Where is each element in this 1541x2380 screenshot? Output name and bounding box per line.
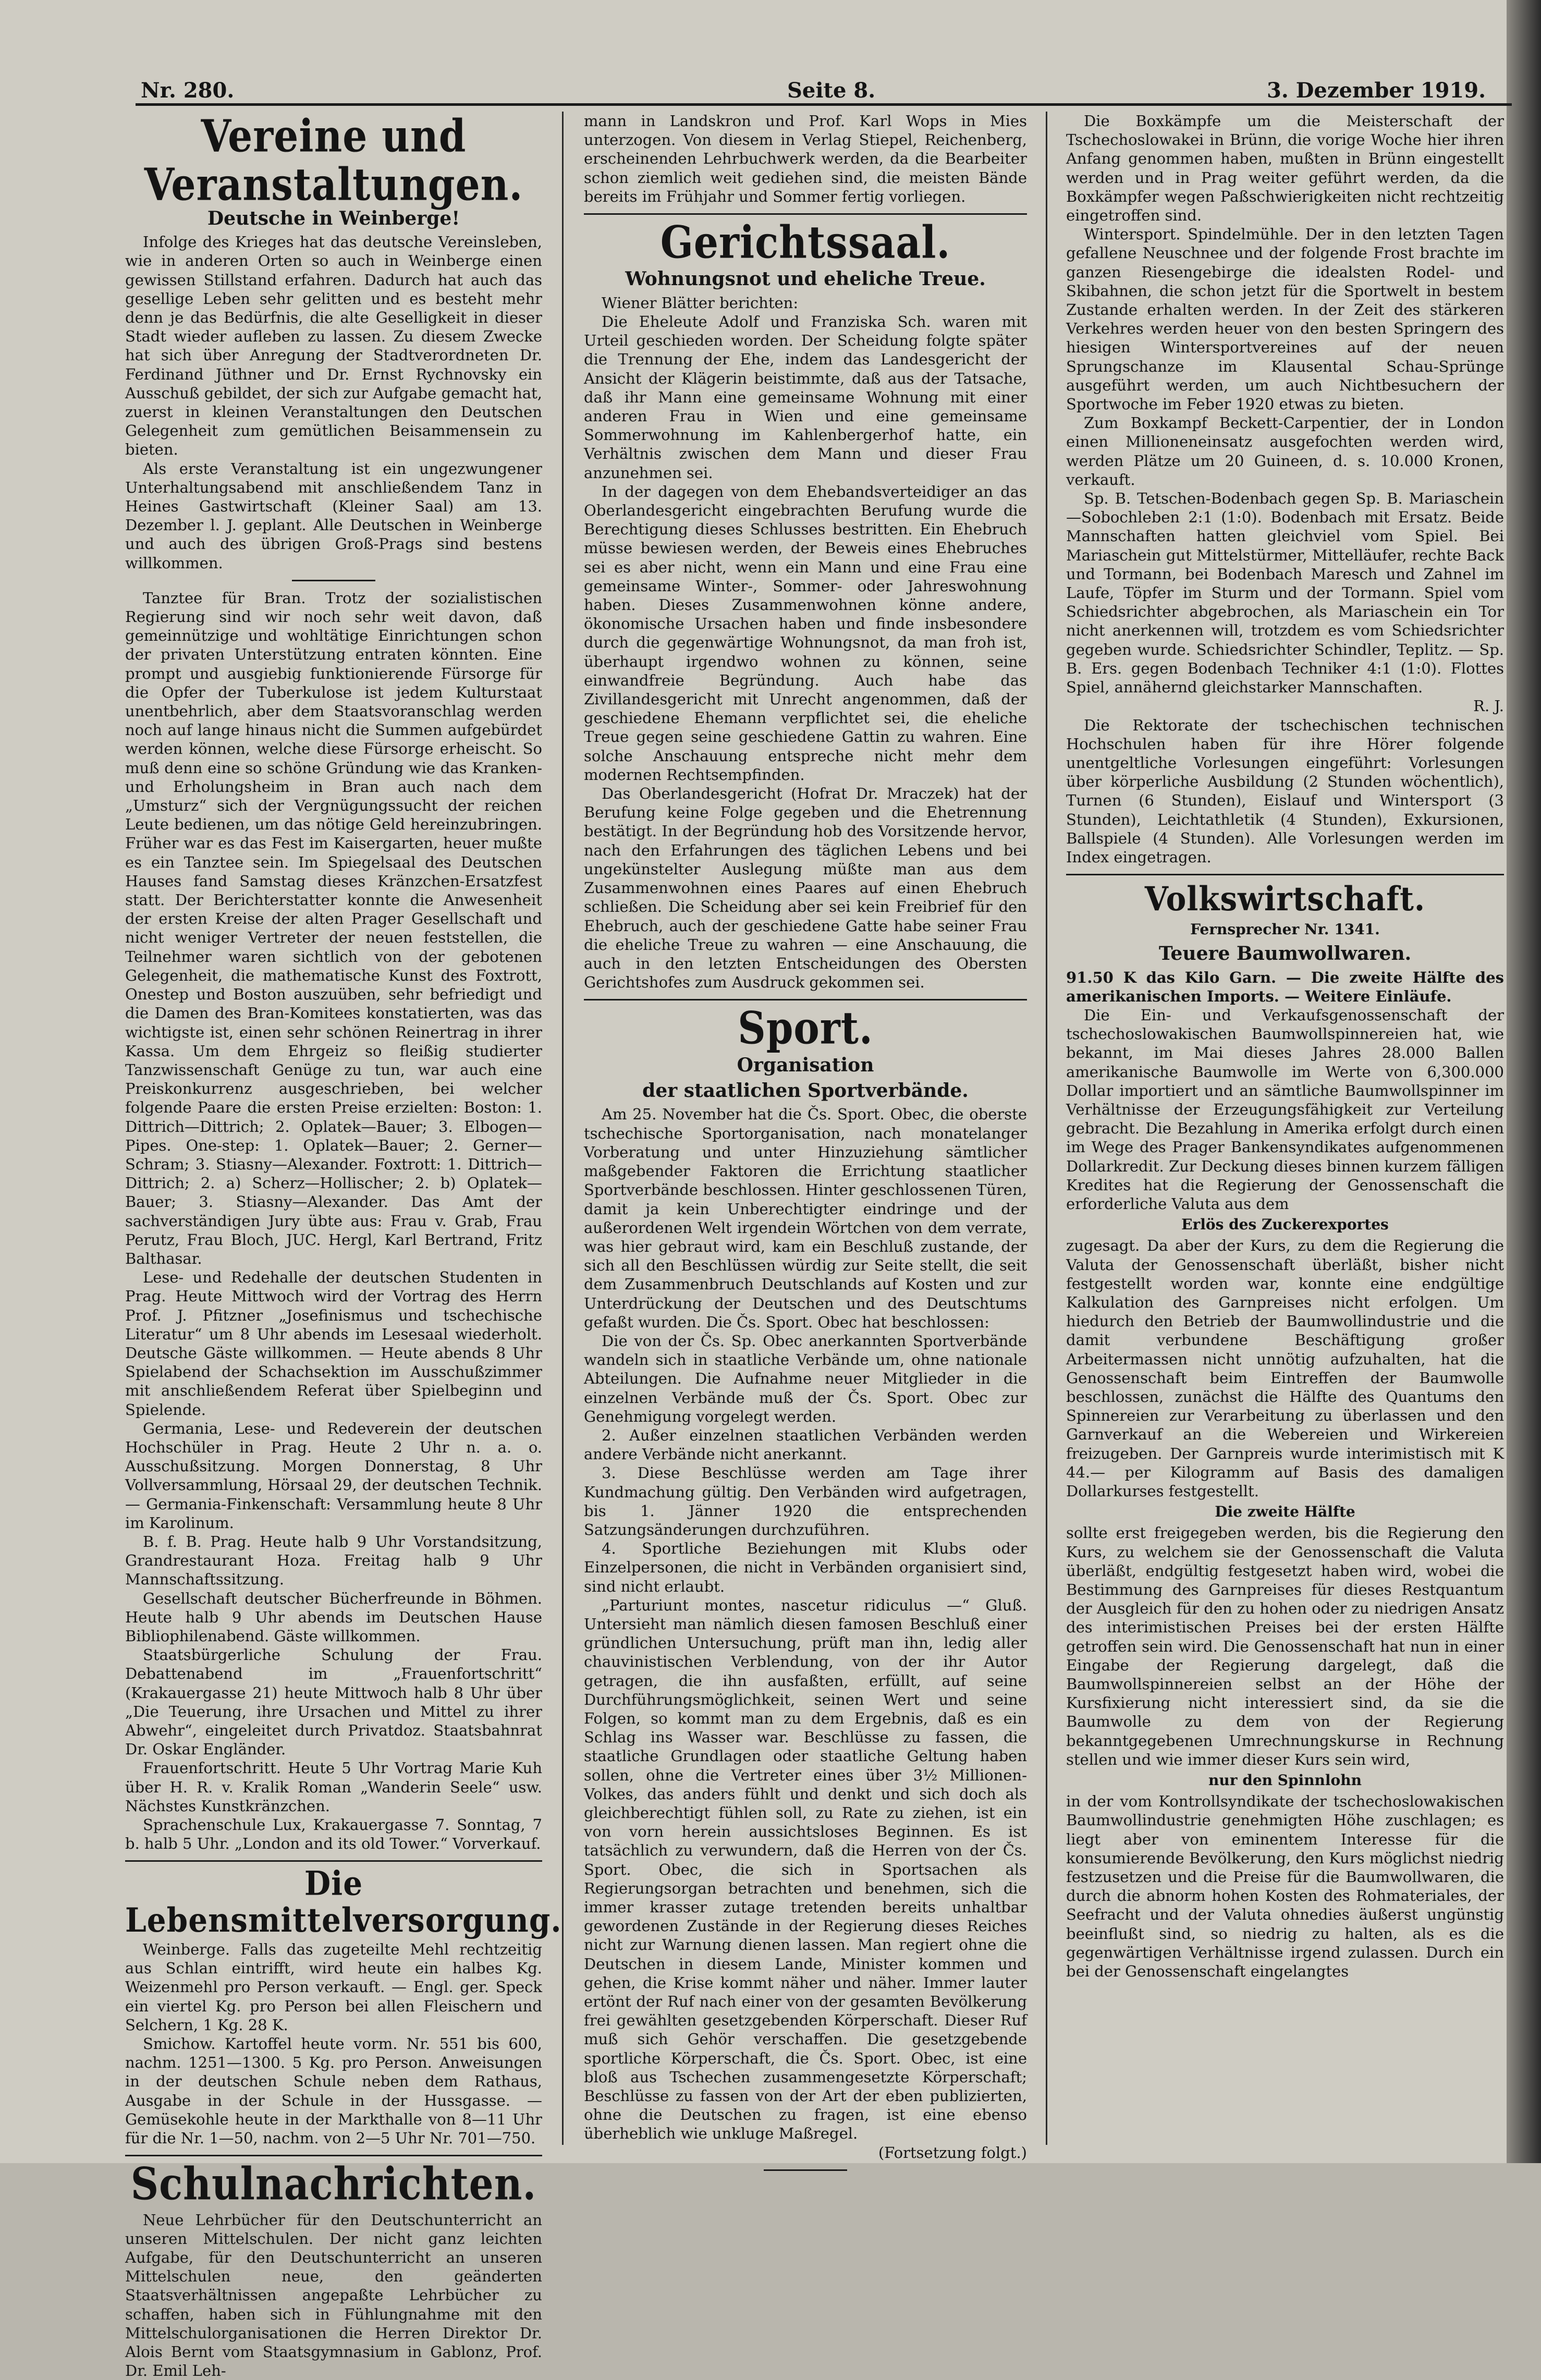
column-rule <box>562 112 564 2145</box>
paragraph: 3. Diese Beschlüsse werden am Tage ihrer Kundmachung gültig. Den Verbänden wird aufgetragen, bis 1. Jänner 1920 die entsprechenden Satzungsänderungen durchzuführen. <box>584 1464 1027 1539</box>
paragraph: 4. Sportliche Beziehungen mit Klubs oder Einzelpersonen, die nicht in Verbänden organisiert sind, sind nicht erlaubt. <box>584 1540 1027 1595</box>
paragraph: Das Oberlandesgericht (Hofrat Dr. Mraczek) hat der Berufung keine Folge gegeben und die Ehetrennung bestätigt. In der Begründung hob des Vorsitzende hervor, nach den Erfahrungen des täglichen Lebens und bei ungekünstelter Auslegung müßte man aus dem Zusammenwohnen eines Paares auf einen Ehebruch schließen. Die Scheidung aber sei kein Freibrief für den Ehebruch, auch der geschiedene Gatte habe seiner Frau die eheliche Treue zu wahren — eine Anschauung, die auch in den letzten Entscheidungen des Obersten Gerichtshofes zum Ausdruck gekommen sei. <box>584 785 1027 992</box>
issue-date: 3. Dezember 1919. <box>1267 78 1486 103</box>
paragraph: Sprachenschule Lux, Krakauergasse 7. Sonntag, 7 b. halb 5 Uhr. „London and its old Tower.“ Vorverkauf. <box>125 1816 542 1853</box>
paragraph: Germania, Lese- und Redeverein der deutschen Hochschüler in Prag. Heute 2 Uhr n. a. o. Ausschußsitzung. Morgen Donnerstag, 8 Uhr Vollversammlung, Hörsaal 29, der deutschen Technik. — Germania-Finkenschaft: Versammlung heute 8 Uhr im Karolinum. <box>125 1419 542 1532</box>
paragraph: Tanztee für Bran. Trotz der sozialistischen Regierung sind wir noch sehr weit davon, daß gemeinnützige und wohltätige Einrichtungen schon der privaten Unterstützung entraten könnten. Eine prompt und ausgiebig funktionierende Fürsorge für die Opfer der Tuberkulose ist jedem Kulturstaat unentbehrlich, aber dem Staatsvoranschlag werden noch auf lange hinaus nicht die Summen aufgebürdet werden können, welche diese Fürsorge erheischt. So muß denn eine so schöne Gründung wie das Kranken- und Erholungsheim in Bran auch nach dem „Umsturz“ sich der Vergnügungssucht der reichen Leute bedienen, um das nötige Geld hereinzubringen. Früher war es das Fest im Kaisergarten, heuer mußte es ein Tanztee sein. Im Spiegelsaal des Deutschen Hauses fand Samstag dieses Kränzchen-Ersatzfest statt. Der Berichterstatter konnte die Anwesenheit der ersten Kreise der alten Prager Gesellschaft und nicht weniger Vertreter der neuen feststellen, die Teilnehmer waren sichtlich von der gebotenen Gelegenheit, die mathematische Kunst des Foxtrott, Onestep und Boston auszuüben, sehr befriedigt und die Damen des Bran-Komitees konstatierten, was das wichtigste ist, einen sehr schönen Reinertrag in ihrer Kassa. Um dem Ehrgeiz so fleißig studierter Tanzwissenschaft Genüge zu tun, war auch eine Preiskonkurrenz ausgeschrieben, bei welcher folgende Paare die ersten Preise erzielten: Boston: 1. Dittrich—Dittrich; 2. Oplatek—Bauer; 3. Elbogen—Pipes. One-step: 1. Oplatek—Bauer; 2. Gerner—Schram; 3. Stiasny—Alexander. Foxtrott: 1. Dittrich—Dittrich; 2. a) Scherz—Hollischer; 2. b) Oplatek—Bauer; 3. Stiasny—Alexander. Das Amt der sachverständigen Jury übte aus: Frau v. Grab, Frau Perutz, Frau Bloch, JUC. Hergl, Karl Bertrand, Fritz Balthasar. <box>125 589 542 1267</box>
paragraph: Zum Boxkampf Beckett-Carpentier, der in London einen Millioneneinsatz ausgefochten werden wird, werden Plätze um 20 Guineen, d. s. 10.000 Kronen, verkauft. <box>1066 414 1504 489</box>
separator <box>584 999 1027 1000</box>
section-title-sport: Sport. <box>738 1003 873 1055</box>
separator <box>292 580 375 581</box>
paragraph: Sp. B. Tetschen-Bodenbach gegen Sp. B. Mariaschein—Sobochleben 2:1 (1:0). Bodenbach mit Ersatz. Beide Mannschaften hatten gleichviel vom Spiel. Bei Mariaschein gut Mittelstürmer, Mittelläufer, rechte Back und Tormann, bei Bodenbach Maresch und Zahnel im Laufe, Töpfer im Sturm und der Tormann. Spiel vom Schiedsrichter abgebrochen, als Mariaschein ein Tor nicht anerkennen will, trotzdem es vom Schiedsrichter gegeben wurde. Schiedsrichter Schindler, Teplitz. — Sp. B. Ers. gegen Bodenbach Techniker 4:1 (1:0). Flottes Spiel, annähernd gleichstarker Mannschaften. <box>1066 490 1504 697</box>
separator <box>125 1860 542 1862</box>
issue-number: Nr. 280. <box>141 78 235 103</box>
paragraph: 2. Außer einzelnen staatlichen Verbänden werden andere Verbände nicht anerkannt. <box>584 1426 1027 1463</box>
paragraph: Gesellschaft deutscher Bücherfreunde in Böhmen. Heute halb 9 Uhr abends im Deutschen Hause Bibliophilenabend. Gäste willkommen. <box>125 1589 542 1645</box>
separator <box>1066 874 1504 875</box>
author-initials: R. J. <box>1473 697 1504 715</box>
paragraph: in der vom Kontrollsyndikate der tschechoslowakischen Baumwollindustrie genehmigten Höhe zuschlagen; es liegt aber von eminentem Interesse für die konsumierende Bevölkerung, den Kurs möglichst niedrig festzusetzen und die Preise für die Baumwollwaren, die durch die abnorm hohen Kosten des Rohmateriales, der Seefracht und der Valuta ohnedies äußerst ungünstig beeinflußt sind, so niedrig zu halten, als es die gegenwärtigen Verhältnisse irgend zulassen. Durch ein bei der Genossenschaft eingelangtes <box>1066 1792 1504 1981</box>
paragraph: In der dagegen von dem Ehebandsverteidiger an das Oberlandesgericht eingebrachten Berufung wurde die Berechtigung dieses Schlusses bestritten. Ein Ehebruch müsse bewiesen werden, der Beweis eines Ehebruches sei es aber nicht, wenn ein Mann und eine Frau eine gemeinsame Winter-, Sommer- oder Jahreswohnung haben. Dieses Zusammenwohnen könne andere, ökonomische Ursachen haben und finde insbesondere durch die gegenwärtige Wohnungsnot, da man froh ist, überhaupt irgendwo wohnen zu können, seine einwandfreie Begründung. Auch habe das Zivillandesgericht mit Unrecht angenommen, daß der geschiedene Ehemann verpflichtet sei, die eheliche Treue gegen seine geschiedene Gattin zu wahren. Eine solche Anschauung entspreche nicht mehr dem modernen Rechtsempfinden. <box>584 482 1027 784</box>
section-title-volkswirtschaft: Volkswirtschaft. <box>1144 879 1426 919</box>
section-title-schulnachrichten: Schulnachrichten. <box>130 2158 537 2211</box>
page-number: Seite 8. <box>787 78 876 103</box>
article-headline: Teuere Baumwollwaren. <box>1158 943 1412 965</box>
paragraph: „Parturiunt montes, nascetur ridiculus —“ Gluß. Untersieht man nämlich diesen famosen Beschluß einer gründlichen Untersuchung, prüft man ihn, ledig aller chauvinistischen Verblendung, von der ihr Autor getragen, die ihn ausfaßten, erfüllt, auf seine Durchführungsmöglichkeit, seinen Wert und seine Folgen, so kommt man zu dem Ergebnis, daß es ein Schlag ins Wasser war. Beschlüsse zu fassen, die staatliche Grundlagen oder staatliche Geltung haben sollen, ohne die Vertreter eines über 3½ Millionen-Volkes, das anders fühlt und denkt und sich doch als gleichberechtigt fühlen soll, zu Rate zu ziehen, ist ein von vorn herein aussichtsloses Beginnen. Es ist tatsächlich zu verwundern, daß die Herren von der Čs. Sport. Obec, die sich in Sportsachen als Regierungsorgan betrachten und benehmen, sich die immer krasser zutage tretenden bereits unhaltbar gewordenen Zustände in der Regierung dieses Reiches nicht zur Warnung dienen lassen. Man regiert ohne die Deutschen in diesem Lande, Minister kommen und gehen, die Krise kommt näher und näher. Immer lauter ertönt der Ruf nach einer von der gesamten Bevölkerung frei gewählten gesetzgebenden Körperschaft. Dieser Ruf muß sich Gehör verschaffen. Die gesetzgebende sportliche Körperschaft, die Čs. Sport. Obec, ist eine bloß aus Tschechen zusammengesetzte Körperschaft; Beschlüsse zu fassen von der Art der eben publizierten, ohne die Deutschen zu fragen, ist eine ebenso überheblich wie unkluge Maßregel. <box>584 1596 1027 2143</box>
paragraph: Smichow. Kartoffel heute vorm. Nr. 551 bis 600, nachm. 1251—1300. 5 Kg. pro Person. Anweisungen in der deutschen Schule neben dem Rathaus, Ausgabe in der Schule in der Hussgasse. — Gemüsekohle heute in der Markthalle von 8—11 Uhr für die Nr. 1—50, nachm. von 2—5 Uhr Nr. 701—750. <box>125 2035 542 2147</box>
paragraph: Wiener Blätter berichten: <box>602 294 799 312</box>
article-headline: der staatlichen Sportverbände. <box>642 1080 969 1102</box>
column-3 <box>1066 112 1504 2150</box>
paragraph: Am 25. November hat die Čs. Sport. Obec, die oberste tschechische Sportorganisation, nach monatelanger Vorberatung und unter Hinzuziehung sämtlicher maßgebender Faktoren die Errichtung staatlicher Sportverbände beschlossen. Hinter geschlossenen Türen, damit ja kein Unberechtigter eindringe und der außerordenen Welt irgendein Wörtchen von dem verrate, was hier gebraut wird, kam ein Beschluß zustande, der sich all den Beschlüssen würdig zur Seite stellt, die seit dem Zusammenbruch Deutschlands auf Kosten und zur Unterdrückung der Deutschen und des Deutschtums gefaßt wurden. Die Čs. Sport. Obec hat beschlossen: <box>584 1105 1027 1331</box>
article-headline: Organisation <box>737 1054 874 1076</box>
section-title-vereine: Vereine und Veranstaltungen. <box>144 111 523 211</box>
continuation-note: (Fortsetzung folgt.) <box>878 2143 1027 2162</box>
article-headline: Deutsche in Weinberge! <box>207 207 460 229</box>
phone-number: Fernsprecher Nr. 1341. <box>1190 920 1380 938</box>
paragraph: Lese- und Redehalle der deutschen Studenten in Prag. Heute Mittwoch wird der Vortrag des Herrn Prof. J. Pfitzner „Josefinismus und tschechische Literatur“ um 8 Uhr abends im Lesesaal wiederholt. Deutsche Gäste willkommen. — Heute abends 8 Uhr Spielabend der Schachsektion im Ausschußzimmer mit anschließendem Referat über Spielbeginn und Spielende. <box>125 1268 542 1419</box>
subheading: nur den Spinnlohn <box>1208 1772 1362 1789</box>
subheading: Die zweite Hälfte <box>1215 1503 1355 1521</box>
paragraph: Die Boxkämpfe um die Meisterschaft der Tschechoslowakei in Brünn, die vorige Woche hier ihren Anfang genommen haben, mußten in Brünn eingestellt werden und in Prag weiter geführt werden, da die Boxkämpfer wegen Paßschwierigkeiten nicht rechtzeitig eingetroffen sind. <box>1066 112 1504 225</box>
column-1 <box>125 111 562 2380</box>
page-edge-shadow <box>1507 0 1541 2163</box>
paragraph: B. f. B. Prag. Heute halb 9 Uhr Vorstandsitzung, Grandrestaurant Hoza. Freitag halb 9 Uhr Mannschaftssitzung. <box>125 1532 542 1589</box>
paragraph: Die Ein- und Verkaufsgenossenschaft der tschechoslowakischen Baumwollspinnereien hat, wie bekannt, im Mai dieses Jahres 28.000 Ballen amerikanische Baumwolle im Werte von 6,300.000 Dollar importiert und an sämtliche Baumwollspinner im Verhältnisse der Erzeugungsfähigkeit zur Verteilung gebracht. Die Bezahlung in Amerika erfolgt durch einen im Wege des Prager Bankensyndikates aufgenommenen Dollarkredit. Zur Deckung dieses binnen kurzem fälligen Kredites hat die Regierung der Genossenschaft die erforderliche Valuta aus dem <box>1066 1006 1504 1213</box>
paragraph: sollte erst freigegeben werden, bis die Regierung den Kurs, zu welchem sie der Genossenschaft die Valuta überläßt, endgültig festgesetzt haben wird, wobei die Bestimmung des Garnpreises für dieses Restquantum der Ausgleich für den zu hohen oder zu niedrigen Ansatz des interimistischen Preises bei der ersten Hälfte getroffen sein wird. Die Genossenschaft hat nun in einer Eingabe der Regierung dargelegt, daß die Baumwollspinnereien selbst an der Höhe der Kursfixierung nicht interessiert sind, da sie die Baumwolle zu dem von der Regierung bekanntgegebenen Umrechnungskurse in Rechnung stellen und wie immer dieser Kurs sein wird, <box>1066 1524 1504 1768</box>
section-title-gerichtssaal: Gerichtssaal. <box>660 217 951 269</box>
column-2 <box>584 112 1027 2162</box>
section-title-lebensmittel: Die Lebensmittelversorgung. <box>125 1864 562 1940</box>
paragraph: Infolge des Krieges hat das deutsche Vereinsleben, wie in anderen Orten so auch in Weinberge einen gewissen Stillstand erfahren. Dadurch hat auch das gesellige Leben sehr gelitten und es besteht mehr denn je das Bedürfnis, die alte Geselligkeit in dieser Stadt wieder aufleben zu lassen. Zu diesem Zwecke hat sich über Anregung der Stadtverordneten Dr. Ferdinand Jüthner und Dr. Ernst Rychnovsky ein Ausschuß gebildet, der sich zur Aufgabe gemacht hat, zuerst in kleinen Veranstaltungen den Deutschen Gelegenheit zum gemütlichen Beisammensein zu bieten. <box>125 233 542 459</box>
article-headline: Wohnungsnot und eheliche Treue. <box>625 268 986 290</box>
header-rule <box>136 103 1512 106</box>
article-lead: 91.50 K das Kilo Garn. — Die zweite Hälfte des amerikanischen Imports. — Weitere Einläufe. <box>1066 968 1504 1005</box>
paragraph: Als erste Veranstaltung ist ein ungezwungener Unterhaltungsabend mit anschließendem Tanz in Heines Gastwirtschaft (Kleiner Saal) am 13. Dezember l. J. geplant. Alle Deutschen in Weinberge und auch des übrigen Groß-Prags sind bestens willkommen. <box>125 459 542 572</box>
paragraph: mann in Landskron und Prof. Karl Wops in Mies unterzogen. Von diesem in Verlag Stiepel, Reichenberg, erscheinenden Lehrbuchwerk werden, da die Bearbeiter schon ziemlich weit gediehen sind, die meisten Bände bereits im Frühjahr und Sommer fertig vorliegen. <box>584 112 1027 205</box>
paragraph: Die Rektorate der tschechischen technischen Hochschulen haben für ihre Hörer folgende unentgeltliche Vorlesungen eingeführt: Vorlesungen über körperliche Ausbildung (2 Stunden wöchentlich), Turnen (6 Stunden), Eislauf und Wintersport (3 Stunden), Leichtathletik (4 Stunden), Exkursionen, Ballspiele (4 Stunden). Alle Vorlesungen werden im Index eingetragen. <box>1066 716 1504 866</box>
paragraph: Weinberge. Falls das zugeteilte Mehl rechtzeitig aus Schlan eintrifft, wird heute ein halbes Kg. Weizenmehl pro Person verkauft. — Engl. ger. Speck ein viertel Kg. pro Person bei allen Fleischern und Selchern, 1 Kg. 28 K. <box>125 1940 542 2034</box>
separator <box>584 213 1027 215</box>
page-header <box>141 78 1507 101</box>
column-rule <box>1046 112 1047 2145</box>
paragraph: Neue Lehrbücher für den Deutschunterricht an unseren Mittelschulen. Der nicht ganz leichten Aufgabe, für den Deutschunterricht an unseren Mittelschulen neue, den geänderten Staatsverhältnissen angepaßte Lehrbücher zu schaffen, haben sich in Fühlungnahme mit den Mittelschulorganisationen die Herren Direktor Dr. Alois Bernt vom Staatsgymnasium in Gablonz, Prof. Dr. Emil Leh- <box>125 2211 542 2380</box>
separator <box>125 2155 542 2156</box>
paragraph: Die von der Čs. Sp. Obec anerkannten Sportverbände wandeln sich in staatliche Verbände um, ohne nationale Abteilungen. Die Aufnahme neuer Mitglieder in die einzelnen Verbände muß der Čs. Sport. Obec zur Genehmigung vorgelegt werden. <box>584 1332 1027 1425</box>
subheading: Erlös des Zuckerexportes <box>1181 1216 1389 1234</box>
paragraph: Staatsbürgerliche Schulung der Frau. Debattenabend im „Frauenfortschritt“ (Krakauergasse 21) heute Mittwoch halb 8 Uhr über „Die Teuerung, ihre Ursachen und Mittel zu ihrer Abwehr“, eingeleitet durch Privatdoz. Staatsbahnrat Dr. Oskar Engländer. <box>125 1646 542 1759</box>
separator <box>764 2169 847 2171</box>
paragraph: zugesagt. Da aber der Kurs, zu dem die Regierung die Valuta der Genossenschaft überläßt, bisher nicht festgestellt worden war, konnte eine endgültige Kalkulation des Garnpreises nicht erfolgen. Um hiedurch den Betrieb der Baumwollindustrie und die damit verbundene Beschäftigung großer Arbeitermassen nicht unnötig aufzuhalten, hat die Genossenschaft beim Eintreffen der Baumwolle beschlossen, zunächst die Hälfte des Quantums den Spinnereien zur Verarbeitung zu überlassen und den Garnverkauf an die Webereien und Wirkereien freizugeben. Der Garnpreis wurde interimistisch mit K 44.— per Kilogramm auf Basis des damaligen Dollarkurses festgestellt. <box>1066 1237 1504 1500</box>
paragraph: Wintersport. Spindelmühle. Der in den letzten Tagen gefallene Neuschnee und der folgende Frost brachte im ganzen Riesengebirge die idealsten Rodel- und Skibahnen, die schon jetzt für die Sportwelt in bestem Zustande erhalten werden. In der Zeit des stärkeren Verkehres werden heuer von den besten Springern des hiesigen Wintersportvereines auf der neuen Sprungschanze im Klausental Schau-Sprünge ausgeführt werden, um auch Nichtbesuchern der Sportwoche im Feber 1920 etwas zu bieten. <box>1066 225 1504 413</box>
paragraph: Frauenfortschritt. Heute 5 Uhr Vortrag Marie Kuh über H. R. v. Kralik Roman „Wanderin Seele“ usw. Nächstes Kunstkränzchen. <box>125 1759 542 1815</box>
paragraph: Die Eheleute Adolf und Franziska Sch. waren mit Urteil geschieden worden. Der Scheidung folgte später die Trennung der Ehe, indem das Landesgericht der Ansicht der Klägerin beistimmte, daß aus der Tatsache, daß ihr Mann eine gemeinsame Wohnung mit einer anderen Frau in Wien und eine gemeinsame Sommerwohnung im Kahlenbergerhof hatte, ein Verhältnis zwischen dem Mann und dieser Frau anzunehmen sei. <box>584 313 1027 482</box>
